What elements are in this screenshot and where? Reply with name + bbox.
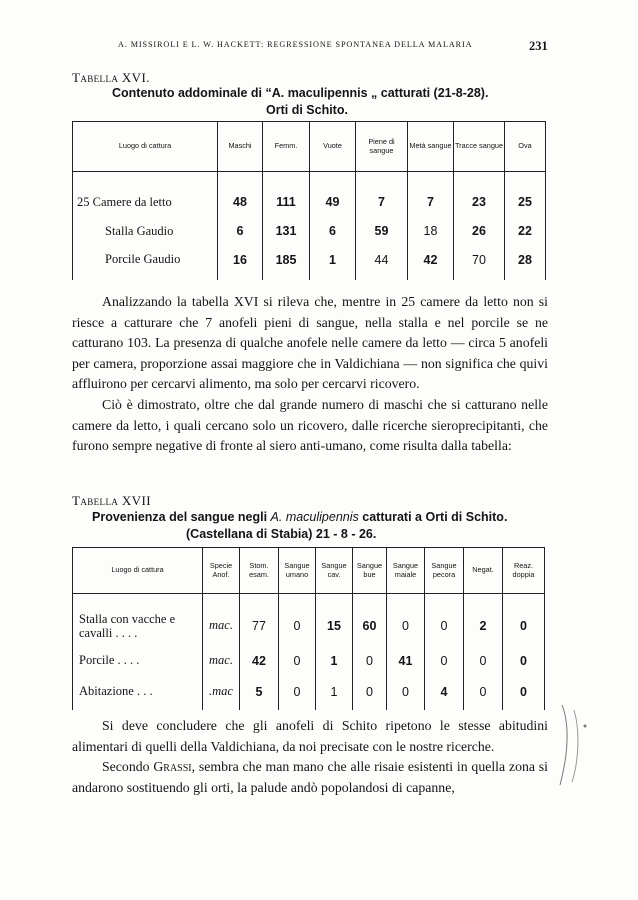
- table16-cell: 16: [218, 246, 263, 280]
- table17-cell: 0: [353, 676, 387, 710]
- table16-cell: 23: [454, 188, 505, 217]
- table17-header: Sangue umano: [279, 548, 316, 594]
- table16-cell: 111: [263, 188, 310, 217]
- table16-cell: 1: [310, 246, 356, 280]
- table17-title-part: Provenienza del sangue negli: [92, 510, 271, 524]
- table17-cell: 0: [464, 676, 503, 710]
- table-row: [73, 676, 545, 710]
- body-text-1: [72, 292, 548, 457]
- table17-cell: 41: [387, 646, 425, 676]
- table17-header: Sangue cav.: [316, 548, 353, 594]
- table17-cell: 0: [503, 646, 545, 676]
- table17-place: [73, 606, 203, 646]
- table16: [72, 121, 546, 280]
- paragraph: Analizzando la tabella XVI si rileva che, mentre in 25 camere da letto non si riesce a catturare che 7 anofeli pieni di sangue, nella stalla e nel porcile se ne catturano 103. La presenza di qualche anofele nelle camere da letto — circa 5 anofeli per camera, proporzione assai maggiore che in Valdichiana — non significa che quivi affluirono per cercarvi alimento, ma solo per cercarvi ricovero.: [72, 294, 548, 392]
- table17-header: Sangue maiale: [387, 548, 425, 594]
- table16-place: Stalla Gaudio: [73, 217, 218, 246]
- table16-cell: 59: [356, 217, 408, 246]
- table16-header-row: [73, 122, 546, 172]
- table17-title-part: catturati a Orti di Schito.: [358, 510, 508, 524]
- table17-cell: 0: [279, 606, 316, 646]
- table17-place: Porcile . . . .: [73, 646, 203, 676]
- table16-header: Tracce sangue: [454, 122, 505, 172]
- table17-header: Stom. esam.: [240, 548, 279, 594]
- table17-subtitle: (Castellana di Stabia) 21 - 8 - 26.: [186, 527, 377, 541]
- table16-cell: 28: [505, 246, 546, 280]
- table17-header: Luogo di cattura: [73, 548, 203, 594]
- table17-cell: 0: [353, 646, 387, 676]
- table17-header: Sangue bue: [353, 548, 387, 594]
- table17-cell: 0: [503, 676, 545, 710]
- table16-header: Luogo di cattura: [73, 122, 218, 172]
- table16-cell: 22: [505, 217, 546, 246]
- table17-cell: 2: [464, 606, 503, 646]
- table16-cell: 7: [408, 188, 454, 217]
- table17-cell: 1: [316, 646, 353, 676]
- table16-place: Porcile Gaudio: [73, 246, 218, 280]
- table16-cell: 49: [310, 188, 356, 217]
- table17-header: Sangue pecora: [425, 548, 464, 594]
- table16-header: Femm.: [263, 122, 310, 172]
- table16-header: Maschi: [218, 122, 263, 172]
- table17-cell: 1: [316, 676, 353, 710]
- table17-cell: 0: [387, 676, 425, 710]
- table17: [72, 547, 545, 710]
- table17-cell: mac.: [203, 646, 240, 676]
- table17-cell: 60: [353, 606, 387, 646]
- table17-cell: 0: [387, 606, 425, 646]
- page-number: 231: [529, 39, 548, 53]
- table16-cell: 26: [454, 217, 505, 246]
- table17-header: Reaz. doppia: [503, 548, 545, 594]
- table17-title: [92, 510, 507, 524]
- table17-header-row: [73, 548, 545, 594]
- body-text-2: [72, 716, 548, 798]
- table17-place-line: cavalli . . . .: [79, 625, 138, 640]
- table17-label: Tabella XVII: [72, 493, 151, 508]
- table17-cell: mac.: [203, 606, 240, 646]
- table17-title-species: A. maculipennis: [270, 510, 359, 524]
- table17-place-line: Stalla con vacche e: [79, 611, 176, 626]
- table17-cell: 0: [503, 606, 545, 646]
- table-row: [73, 646, 545, 676]
- table16-cell: 25: [505, 188, 546, 217]
- table16-place: 25 Camere da letto: [73, 188, 218, 217]
- table16-cell: 44: [356, 246, 408, 280]
- table16-header: Piene di sangue: [356, 122, 408, 172]
- author-name: Grassi: [153, 759, 192, 775]
- table16-subtitle: Orti di Schito.: [266, 103, 348, 117]
- table16-header: Ova: [505, 122, 546, 172]
- table16-label: Tabella XVI.: [72, 70, 150, 85]
- table16-cell: 131: [263, 217, 310, 246]
- table16-cell: 6: [218, 217, 263, 246]
- running-header: A. MISSIROLI E L. W. HACKETT: REGRESSIONE SPONTANEA DELLA MALARIA: [118, 40, 473, 49]
- table17-header: Specie Anof.: [203, 548, 240, 594]
- table17-cell: 15: [316, 606, 353, 646]
- table17-cell: 0: [464, 646, 503, 676]
- table-row: [73, 217, 546, 246]
- table16-cell: 70: [454, 246, 505, 280]
- table16-header: Metà sangue: [408, 122, 454, 172]
- table16-cell: 6: [310, 217, 356, 246]
- table17-cell: 0: [279, 676, 316, 710]
- scan-marks: [552, 700, 592, 790]
- table16-title: Contenuto addominale di “A. maculipennis „ catturati (21-8-28).: [112, 86, 489, 100]
- table16-cell: 18: [408, 217, 454, 246]
- table17-cell: 0: [425, 646, 464, 676]
- table17-cell: 4: [425, 676, 464, 710]
- paragraph-part: , sembra che man mano che alle risaie esistenti in quella zona si andarono sostituendo gli orti, la palude andò popolandosi di capanne,: [72, 759, 549, 795]
- paragraph-part: Secondo: [102, 759, 154, 775]
- table16-cell: 42: [408, 246, 454, 280]
- table16-header: Vuote: [310, 122, 356, 172]
- table16-cell: 7: [356, 188, 408, 217]
- paragraph: Ciò è dimostrato, oltre che dal grande numero di maschi che si catturano nelle camere da letto, i quali cercano solo un ricovero, dalle ricerche sieroprecipitanti, che furono sempre negative di fronte al siero anti-umano, come risulta dalla tabella:: [72, 396, 548, 454]
- table17-cell: .mac: [203, 676, 240, 710]
- table-row: [73, 606, 545, 646]
- paragraph: [72, 757, 548, 798]
- table16-cell: 185: [263, 246, 310, 280]
- table17-place: Abitazione . . .: [73, 676, 203, 710]
- table-row: [73, 246, 546, 280]
- table16-cell: 48: [218, 188, 263, 217]
- table17-cell: 0: [425, 606, 464, 646]
- table17-header: Negat.: [464, 548, 503, 594]
- table17-cell: 42: [240, 646, 279, 676]
- table17-cell: 77: [240, 606, 279, 646]
- table-row: [73, 188, 546, 217]
- paragraph: Si deve concludere che gli anofeli di Schito ripetono le stesse abitudini alimentari di quelli della Valdichiana, da noi precisate con le nostre ricerche.: [72, 718, 548, 754]
- table17-cell: 5: [240, 676, 279, 710]
- table17-cell: 0: [279, 646, 316, 676]
